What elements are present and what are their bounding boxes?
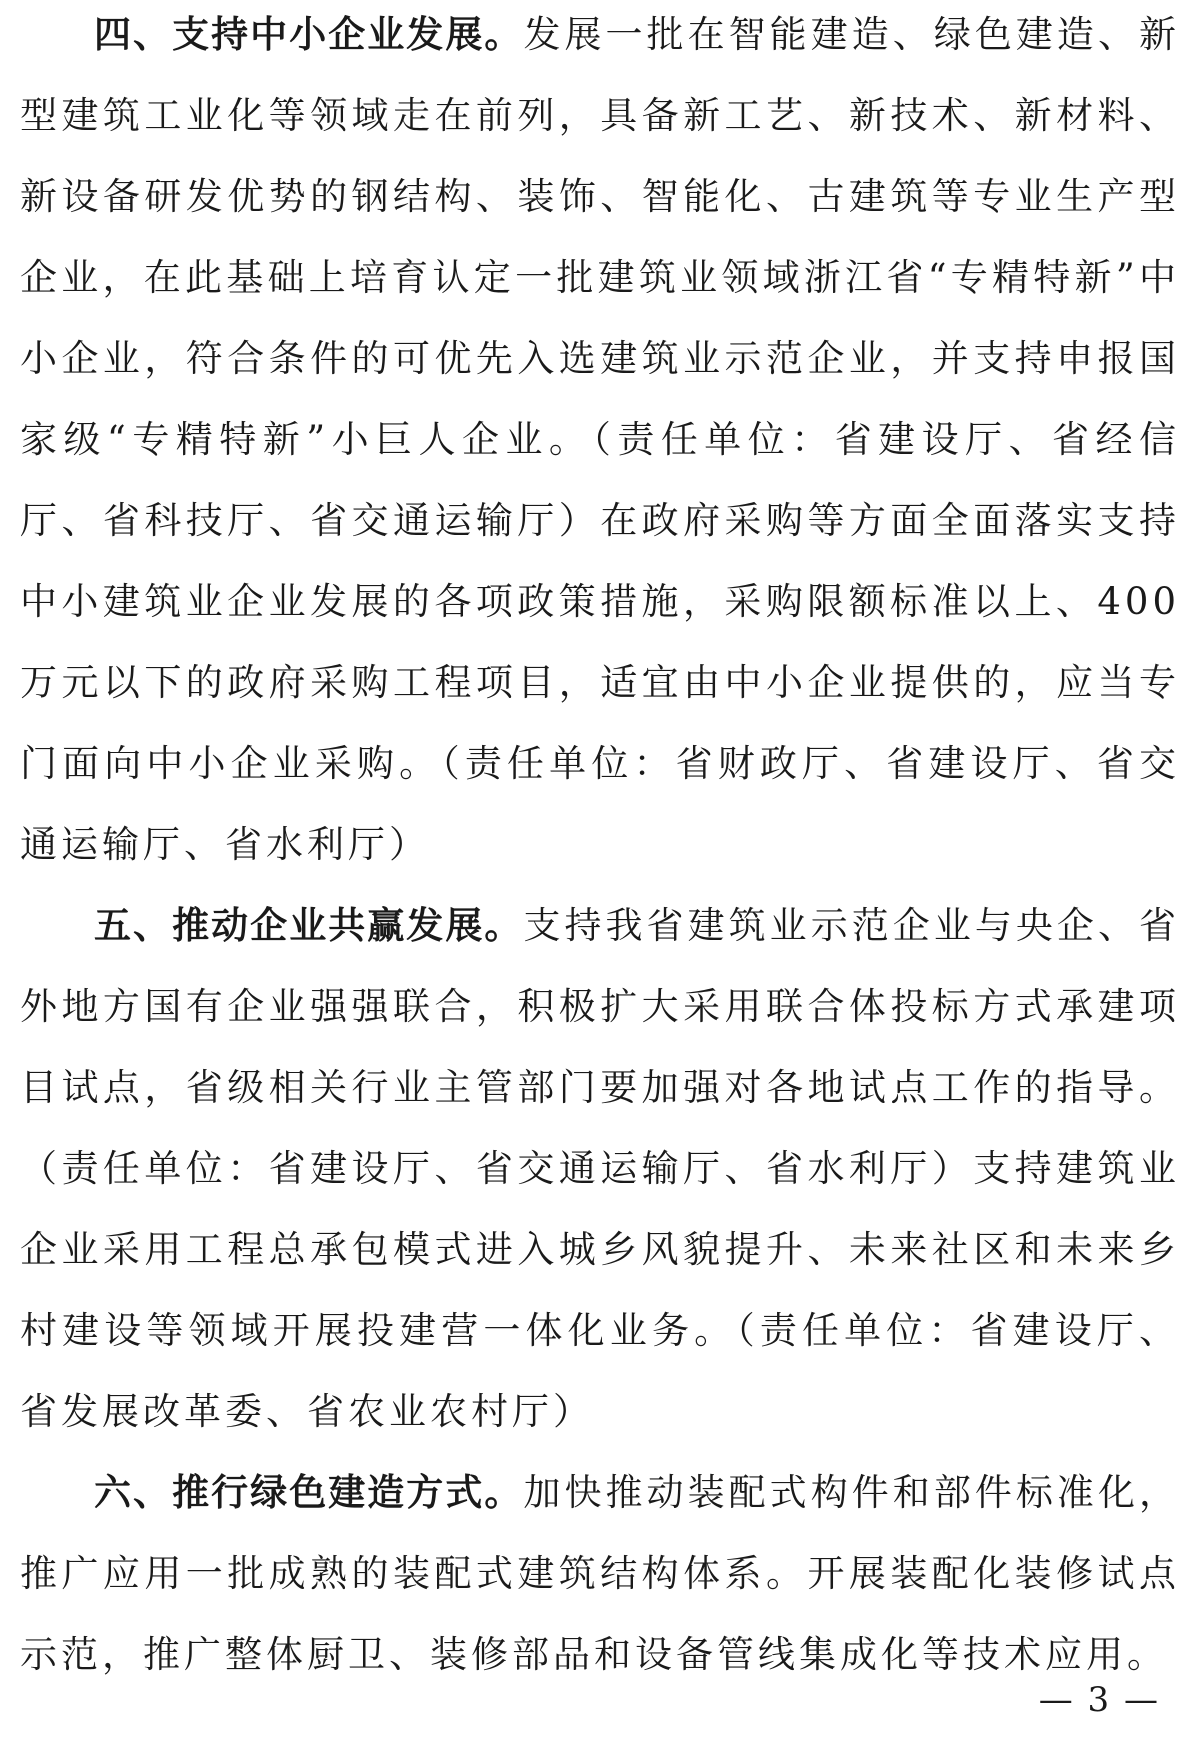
section-heading-4: 四、支持中小企业发展。 xyxy=(94,13,524,56)
section-paragraph-6 xyxy=(20,1452,1180,1695)
section-heading-5: 五、推动企业共赢发展。 xyxy=(94,904,524,947)
section-heading-6: 六、推行绿色建造方式。 xyxy=(94,1471,524,1514)
section-body-5: 支持我省建筑业示范企业与央企、省外地方国有企业强强联合，积极扩大采用联合体投标方式承建项目试点，省级相关行业主管部门要加强对各地试点工作的指导。（责任单位：省建设厅、省交通运输厅、省水利厅）支持建筑业企业采用工程总承包模式进入城乡风貌提升、未来社区和未来乡村建设等领域开展投建营一体化业务。（责任单位：省建设厅、省发展改革委、省农业农村厅） xyxy=(20,904,1181,1433)
section-body-6: 加快推动装配式构件和部件标准化，推广应用一批成熟的装配式建筑结构体系。开展装配化装修试点示范，推广整体厨卫、装修部品和设备管线集成化等技术应用。 xyxy=(20,1471,1181,1676)
section-paragraph-5 xyxy=(20,885,1180,1452)
page-number: — 3 — xyxy=(1038,1680,1160,1720)
section-paragraph-4 xyxy=(20,0,1180,885)
document-body xyxy=(20,0,1180,1695)
section-body-4: 发展一批在智能建造、绿色建造、新型建筑工业化等领域走在前列，具备新工艺、新技术、新材料、新设备研发优势的钢结构、装饰、智能化、古建筑等专业生产型企业，在此基础上培育认定一批建筑业领域浙江省“专精特新”中小企业，符合条件的可优先入选建筑业示范企业，并支持申报国家级“专精特新”小巨人企业。（责任单位：省建设厅、省经信厅、省科技厅、省交通运输厅）在政府采购等方面全面落实支持中小建筑业企业发展的各项政策措施，采购限额标准以上、400 万元以下的政府采购工程项目，适宜由中小企业提供的，应当专门面向中小企业采购。（责任单位：省财政厅、省建设厅、省交通运输厅、省水利厅） xyxy=(20,13,1181,866)
